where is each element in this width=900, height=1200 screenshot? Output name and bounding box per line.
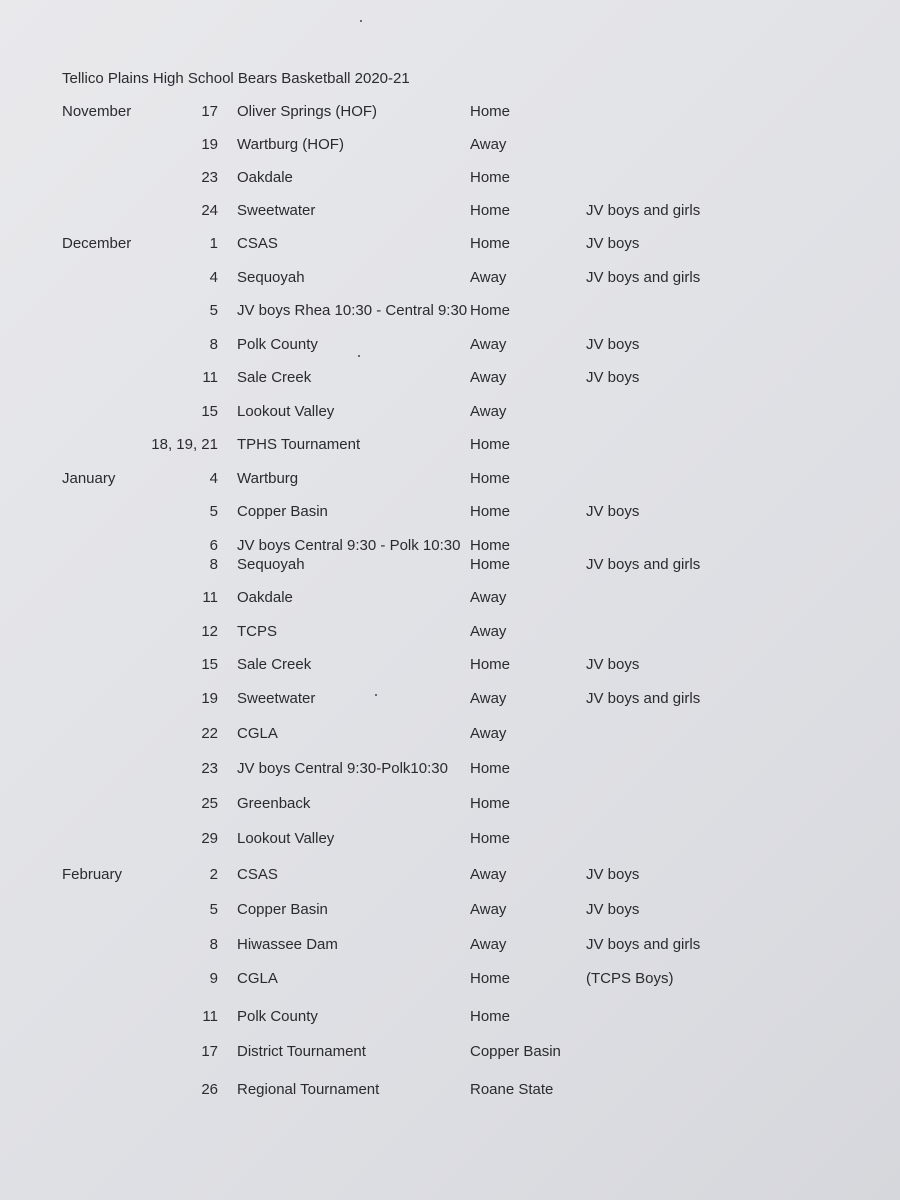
game-date: 6 [209,537,218,554]
game-location: Away [470,589,507,606]
game-note: JV boys [586,866,640,883]
schedule-row [0,336,900,358]
opponent: Sale Creek [237,369,312,386]
schedule-row [0,136,900,158]
game-note: JV boys and girls [586,690,701,707]
game-location: Home [470,470,511,487]
game-date: 18, 19, 21 [151,436,218,453]
game-location: Away [470,690,507,707]
game-location: Away [470,901,507,918]
game-location: Away [470,136,507,153]
game-location: Home [470,235,511,252]
opponent: Copper Basin [237,503,328,520]
game-date: 11 [202,1008,218,1025]
game-date: 4 [209,269,218,286]
schedule-row [0,866,900,888]
schedule-row [0,725,900,747]
schedule-row [0,436,900,458]
schedule-row [0,1008,900,1030]
schedule-row [0,235,900,257]
game-location: Away [470,269,507,286]
schedule-row [0,403,900,425]
opponent: TPHS Tournament [237,436,361,453]
opponent: Hiwassee Dam [237,936,338,953]
opponent: Oakdale [237,169,293,186]
game-location: Home [470,302,511,319]
opponent: Greenback [237,795,311,812]
game-date: 8 [209,336,218,353]
game-location: Home [470,556,511,573]
game-note: JV boys [586,656,640,673]
schedule-row [0,760,900,782]
game-date: 5 [209,503,218,520]
game-location: Home [470,537,511,554]
game-date: 4 [209,470,218,487]
game-location: Home [470,760,511,777]
game-date: 5 [209,302,218,319]
opponent: Lookout Valley [237,830,335,847]
schedule-row [0,369,900,391]
opponent: CSAS [237,235,278,252]
game-note: JV boys [586,901,640,918]
month-label: December [62,235,132,252]
game-date: 23 [201,169,218,186]
game-note: (TCPS Boys) [586,970,674,987]
game-date: 12 [201,623,218,640]
month-label: February [62,866,123,883]
schedule-row [0,202,900,224]
opponent: Oakdale [237,589,293,606]
game-location: Away [470,623,507,640]
game-date: 19 [201,136,218,153]
game-note: JV boys [586,369,640,386]
schedule-row [0,623,900,645]
paper-speck [360,20,362,22]
opponent: Lookout Valley [237,403,335,420]
game-date: 25 [201,795,218,812]
game-location: Away [470,336,507,353]
game-date: 11 [202,589,218,606]
opponent: JV boys Central 9:30 - Polk 10:30 [237,537,461,554]
opponent: Sale Creek [237,656,312,673]
game-location: Away [470,866,507,883]
game-note: JV boys [586,235,640,252]
schedule-row [0,690,900,712]
schedule-row [0,795,900,817]
game-location: Home [470,503,511,520]
game-location: Home [470,202,511,219]
game-date: 19 [201,690,218,707]
opponent: CSAS [237,866,278,883]
schedule-row [0,302,900,324]
opponent: Wartburg (HOF) [237,136,344,153]
game-date: 2 [209,866,218,883]
game-note: JV boys [586,503,640,520]
game-date: 8 [209,936,218,953]
schedule-row [0,1043,900,1065]
schedule-row [0,556,900,578]
opponent: CGLA [237,970,278,987]
game-location: Away [470,369,507,386]
game-date: 29 [201,830,218,847]
schedule-row [0,169,900,191]
opponent: Sweetwater [237,202,316,219]
game-date: 22 [201,725,218,742]
opponent: Sequoyah [237,556,305,573]
game-date: 17 [201,103,218,120]
game-location: Home [470,169,511,186]
game-date: 9 [209,970,218,987]
game-location: Home [470,970,511,987]
game-note: JV boys and girls [586,556,701,573]
game-location: Away [470,725,507,742]
schedule-row [0,269,900,291]
schedule-row [0,936,900,958]
game-note: JV boys and girls [586,202,701,219]
game-location: Home [470,436,511,453]
opponent: Polk County [237,336,318,353]
month-label: January [62,470,116,487]
schedule-row [0,470,900,492]
game-location: Home [470,656,511,673]
opponent: CGLA [237,725,278,742]
opponent: JV boys Rhea 10:30 - Central 9:30 [237,302,468,319]
schedule-row [0,103,900,125]
game-date: 24 [201,202,218,219]
game-note: JV boys and girls [586,269,701,286]
month-label: November [62,103,132,120]
game-location: Home [470,795,511,812]
opponent: Copper Basin [237,901,328,918]
game-date: 1 [209,235,218,252]
schedule-row [0,830,900,852]
opponent: District Tournament [237,1043,366,1060]
schedule-row [0,503,900,525]
game-date: 15 [201,656,218,673]
game-location: Copper Basin [470,1043,561,1060]
game-location: Home [470,1008,511,1025]
opponent: Sequoyah [237,269,305,286]
schedule-row [0,656,900,678]
game-location: Away [470,403,507,420]
game-date: 23 [201,760,218,777]
game-date: 11 [202,369,218,386]
game-note: JV boys [586,336,640,353]
game-location: Home [470,103,511,120]
game-date: 8 [209,556,218,573]
schedule-row [0,1081,900,1103]
game-date: 26 [201,1081,218,1098]
opponent: Oliver Springs (HOF) [237,103,378,120]
schedule-row [0,901,900,923]
opponent: Sweetwater [237,690,316,707]
game-location: Away [470,936,507,953]
game-location: Home [470,830,511,847]
game-date: 5 [209,901,218,918]
game-note: JV boys and girls [586,936,701,953]
schedule-row [0,970,900,992]
opponent: Wartburg [237,470,299,487]
opponent: TCPS [237,623,278,640]
opponent: JV boys Central 9:30-Polk10:30 [237,760,448,777]
opponent: Regional Tournament [237,1081,380,1098]
game-location: Roane State [470,1081,554,1098]
schedule-row [0,589,900,611]
game-date: 17 [201,1043,218,1060]
schedule-title: Tellico Plains High School Bears Basketball 2020-21 [62,70,410,87]
opponent: Polk County [237,1008,318,1025]
game-date: 15 [201,403,218,420]
